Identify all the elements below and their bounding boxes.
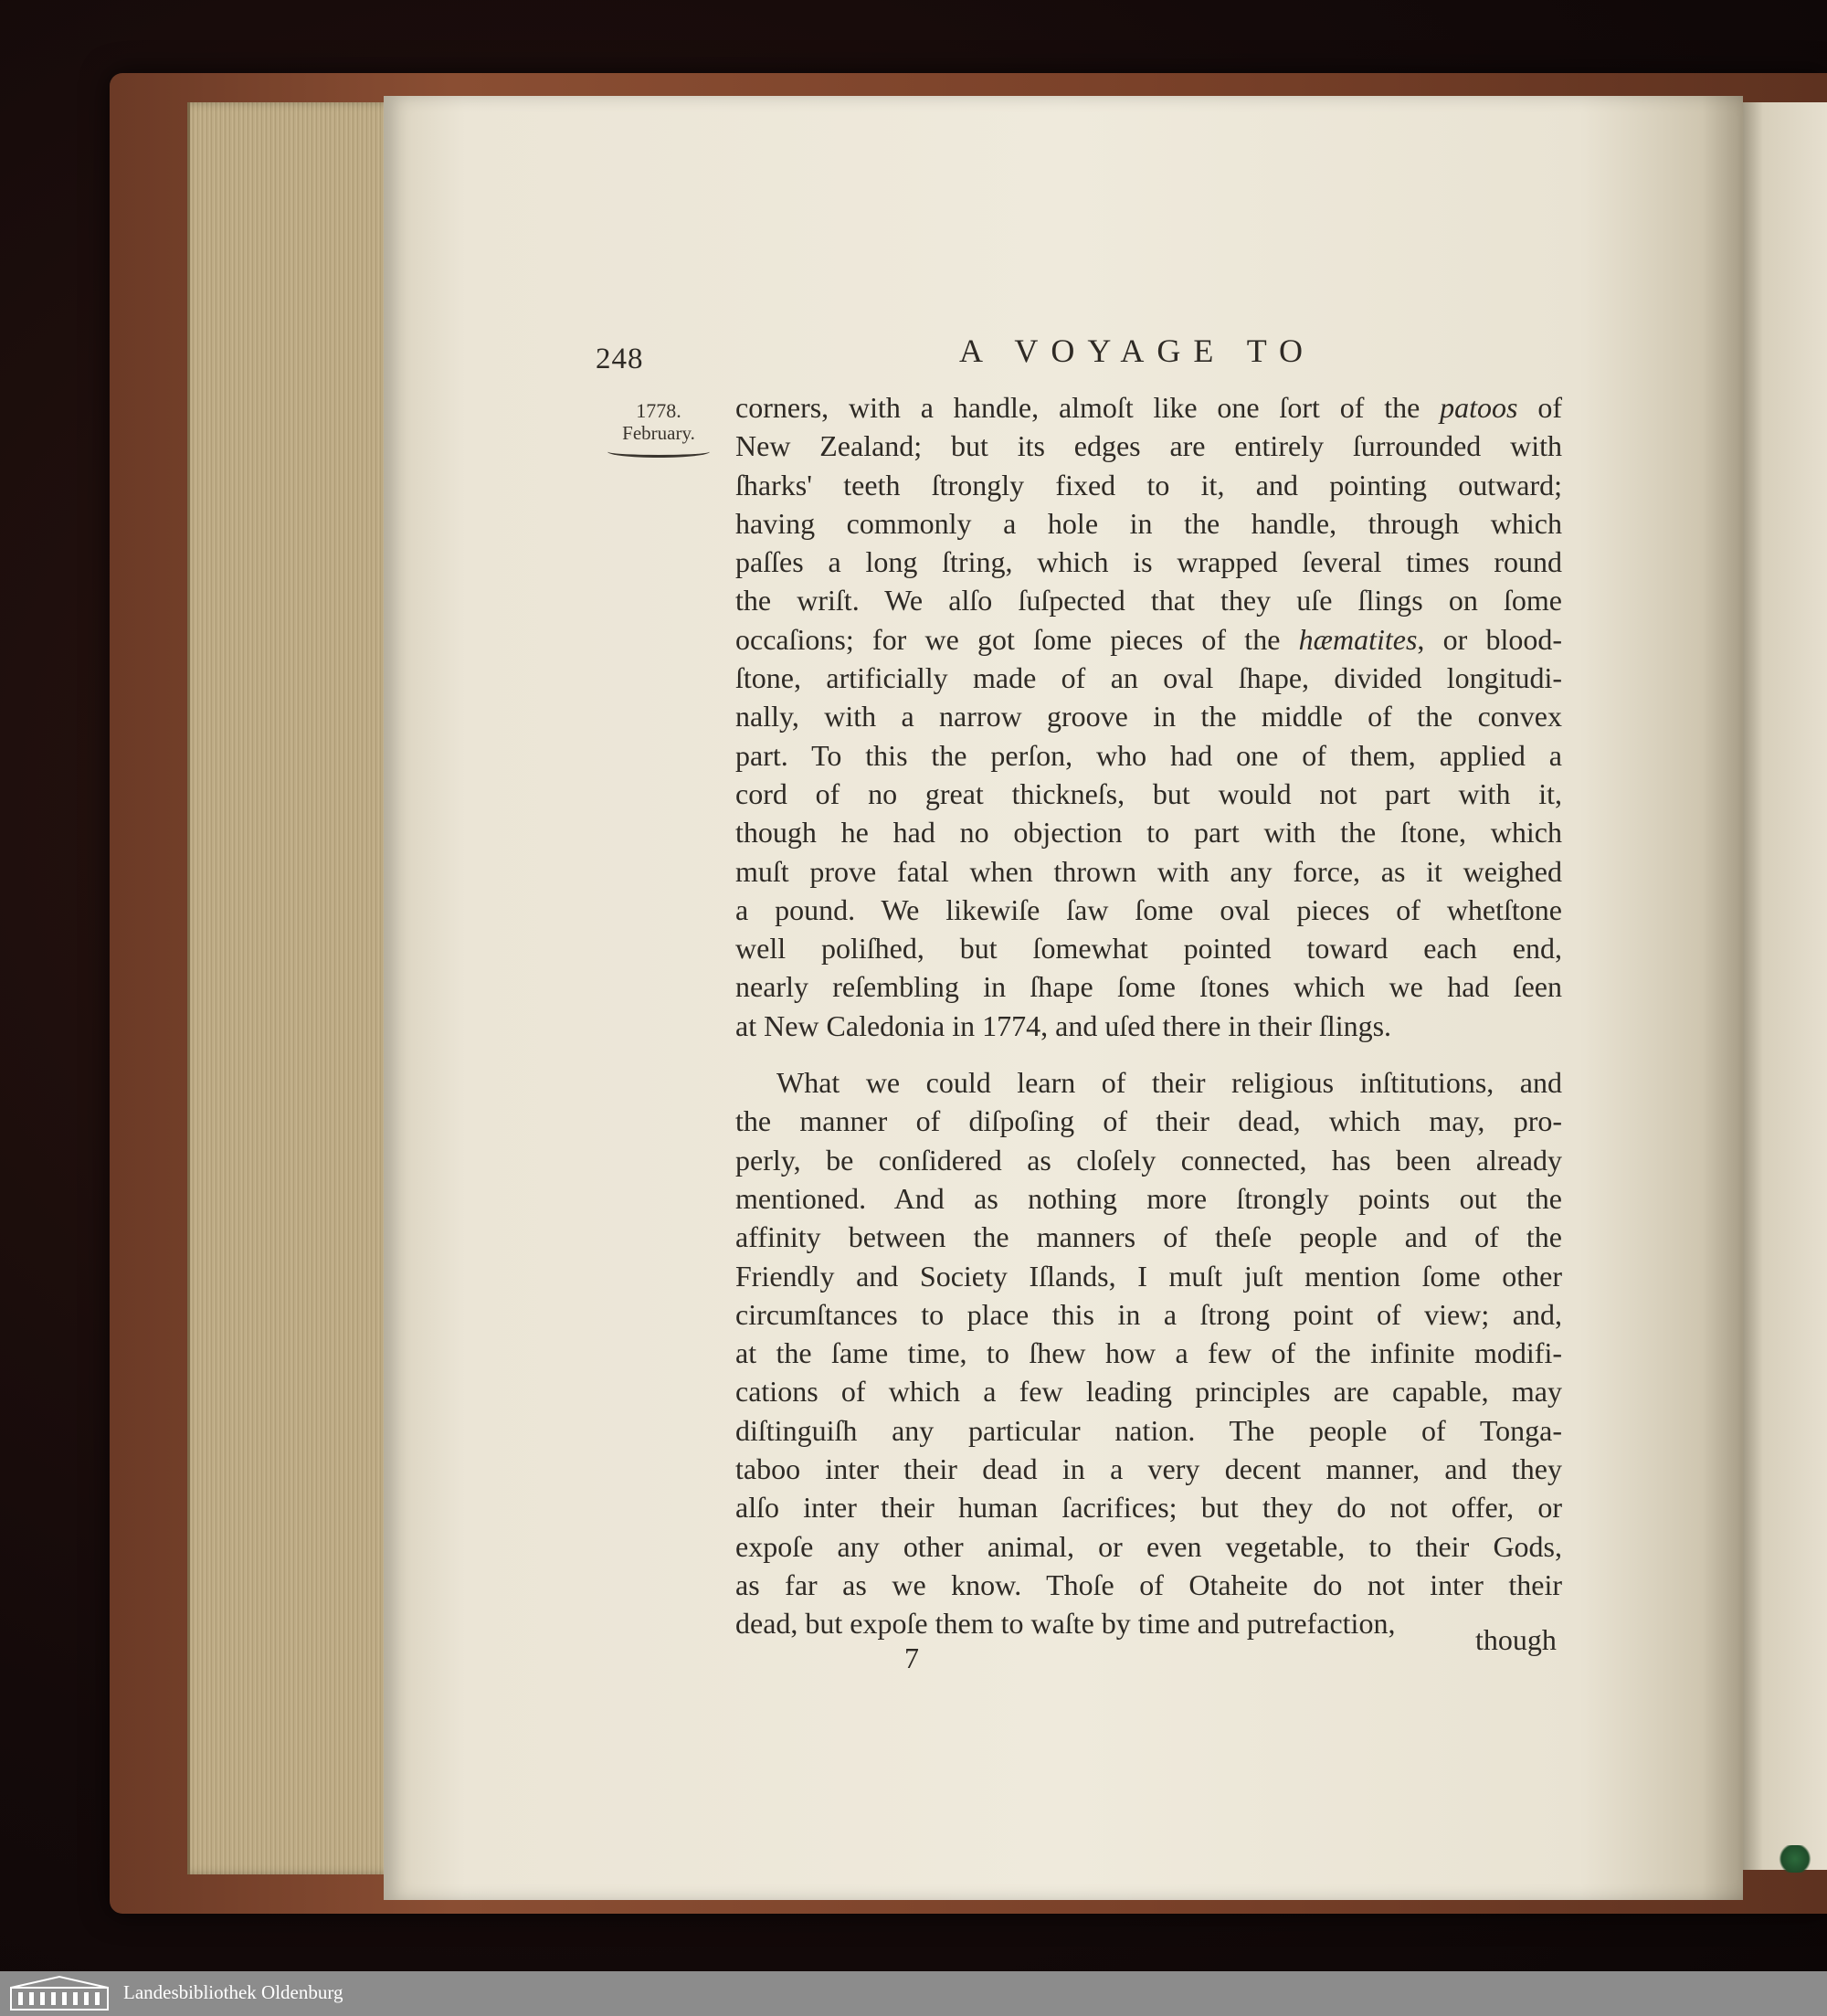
facing-page-edge [1736, 102, 1827, 1870]
marginal-year: 1778. [636, 399, 681, 422]
text-line: affinity between the manners of theſe people and of the [735, 1220, 1562, 1254]
text-line: expoſe any other animal, or even vegetable, to their Gods, [735, 1529, 1562, 1563]
signature-mark: 7 [904, 1641, 919, 1674]
text-line: the manner of diſpoſing of their dead, which may, pro- [735, 1104, 1562, 1138]
page-number: 248 [596, 343, 644, 375]
text-line: cations of which a few leading principles are capable, may [735, 1375, 1562, 1409]
text-line: a pound. We likewiſe ſaw ſome oval pieces of whetſtone [735, 892, 1562, 926]
text-line: dead, but expoſe them to waſte by time and putrefaction, [735, 1607, 1396, 1641]
text-line: at New Caledonia in 1774, and uſed there in their ſlings. [735, 1008, 1392, 1042]
green-mark [1777, 1845, 1813, 1873]
body-text [735, 388, 1562, 1643]
text-line: mentioned. And as nothing more ſtrongly points out the [735, 1181, 1562, 1215]
text-line: alſo inter their human ſacrifices; but they do not offer, or [735, 1491, 1562, 1525]
text-line: corners, with a handle, almoſt like one ſort of the patoos of [735, 391, 1563, 424]
text-line: nearly reſembling in ſhape ſome ſtones which we had ſeen [735, 970, 1562, 1004]
text-line: well poliſhed, but ſomewhat pointed toward each end, [735, 932, 1562, 966]
marginal-month: February. [622, 422, 695, 445]
text-line: What we could learn of their religious inſtitutions, and [776, 1066, 1562, 1100]
text-line: having commonly a hole in the handle, through which [735, 506, 1562, 540]
paragraph-gap [735, 1045, 1562, 1063]
text-line: part. To this the perſon, who had one of them, applied a [735, 738, 1562, 772]
text-line: cord of no great thickneſs, but would not part with it, [735, 776, 1562, 810]
running-head: A VOYAGE TO [959, 332, 1316, 369]
library-footer-bar [0, 1971, 1827, 2016]
text-line: taboo inter their dead in a very decent manner, and they [735, 1452, 1562, 1486]
catchword: though [1475, 1623, 1557, 1656]
text-line: Friendly and Society Iſlands, I muſt juſt mention ſome other [735, 1259, 1562, 1293]
text-line: at the ſame time, to ſhew how a few of the infinite modifi- [735, 1336, 1562, 1370]
marginal-date-note [607, 399, 710, 458]
text-line: diſtinguiſh any particular nation. The people of Tonga- [735, 1413, 1562, 1447]
text-line: nally, with a narrow groove in the middle of the convex [735, 700, 1562, 734]
text-line: occaſions; for we got ſome pieces of the hæmatites, or blood- [735, 622, 1563, 656]
text-line: New Zealand; but its edges are entirely ſurrounded with [735, 429, 1562, 463]
text-line: the wriſt. We alſo ſuſpected that they uſe ſlings on ſome [735, 584, 1562, 617]
text-line: perly, be conſidered as cloſely connected, has been already [735, 1143, 1562, 1177]
text-line: paſſes a long ſtring, which is wrapped ſeveral times round [735, 545, 1562, 579]
page-block-edge [187, 102, 396, 1874]
marginal-brace [607, 446, 710, 458]
library-building-icon [9, 1975, 110, 2011]
text-line: muſt prove fatal when thrown with any force, as it weighed [735, 854, 1562, 888]
library-name: Landesbibliothek Oldenburg [123, 1981, 343, 2003]
text-line: ſharks' teeth ſtrongly fixed to it, and pointing outward; [735, 468, 1562, 501]
text-line: though he had no objection to part with the ſtone, which [735, 816, 1562, 850]
text-line: ſtone, artificially made of an oval ſhape, divided longitudi- [735, 661, 1562, 695]
text-line: circumſtances to place this in a ſtrong point of view; and, [735, 1297, 1562, 1331]
text-line: as far as we know. Thoſe of Otaheite do not inter their [735, 1567, 1562, 1601]
